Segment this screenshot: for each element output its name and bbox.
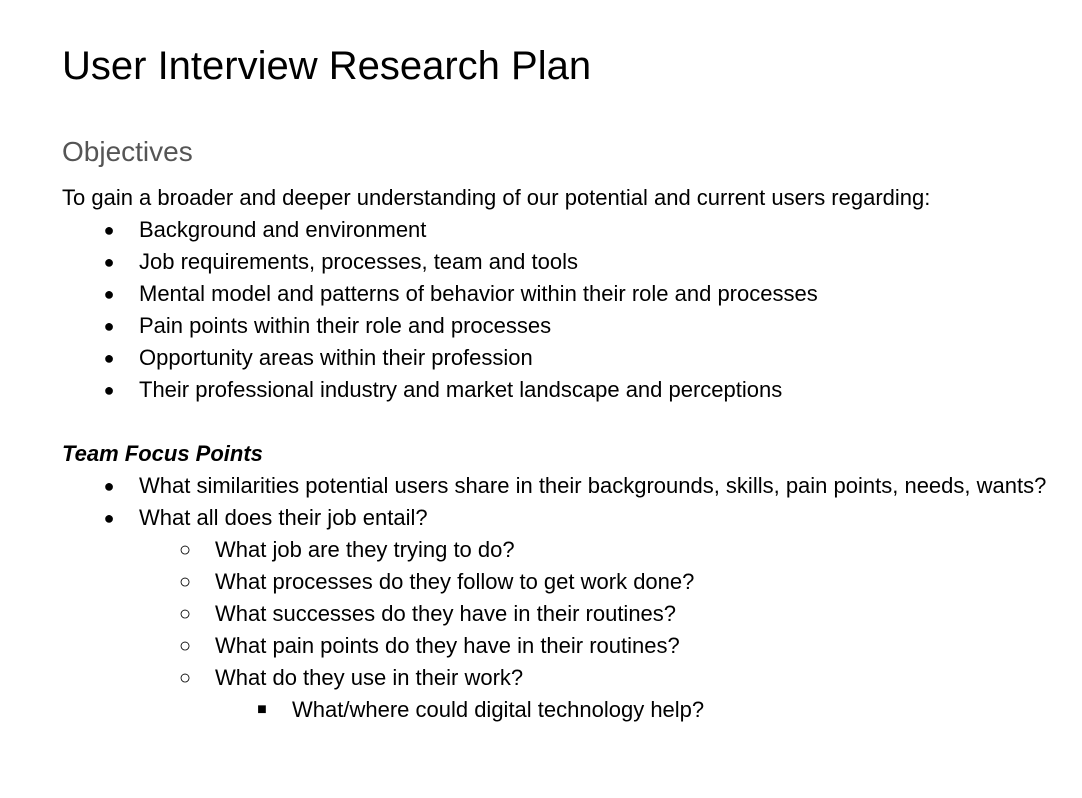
bullet-icon: ● [103, 284, 115, 304]
list-item [103, 470, 1049, 502]
bullet-icon: ● [103, 316, 115, 336]
list-item [178, 662, 1015, 726]
hollow-bullet-icon: ○ [178, 571, 192, 593]
job-question-text: What successes do they have in their routines? [215, 601, 677, 626]
focus-point-text: What similarities potential users share in their backgrounds, skills, pain points, needs, wants? [139, 473, 1047, 498]
document-title: User Interview Research Plan [62, 44, 592, 88]
focus-heading: Team Focus Points [62, 441, 263, 466]
list-item [103, 246, 1039, 278]
bullet-icon: ● [103, 252, 115, 272]
hollow-bullet-icon: ○ [178, 603, 192, 625]
job-questions-list [178, 534, 1015, 726]
list-item [178, 598, 1015, 630]
objectives-intro: To gain a broader and deeper understanding of our potential and current users regarding: [62, 185, 931, 210]
list-item [103, 214, 1039, 246]
job-question-text: What pain points do they have in their routines? [215, 633, 680, 658]
list-item [103, 310, 1039, 342]
objective-text: Opportunity areas within their profession [139, 345, 533, 370]
objective-text: Their professional industry and market landscape and perceptions [139, 377, 783, 402]
bullet-icon: ● [103, 348, 115, 368]
tool-questions-list [257, 694, 992, 726]
objective-text: Background and environment [139, 217, 427, 242]
hollow-bullet-icon: ○ [178, 539, 192, 561]
list-item [257, 694, 992, 726]
bullet-icon: ● [103, 380, 115, 400]
bullet-icon: ● [103, 508, 115, 528]
hollow-bullet-icon: ○ [178, 667, 192, 689]
objectives-list [103, 214, 1039, 406]
job-question-text: What job are they trying to do? [215, 537, 515, 562]
bullet-icon: ● [103, 220, 115, 240]
list-item [103, 278, 1039, 310]
list-item [103, 342, 1039, 374]
objective-text: Pain points within their role and processes [139, 313, 552, 338]
objective-text: Mental model and patterns of behavior within their role and processes [139, 281, 818, 306]
list-item [178, 630, 1015, 662]
focus-point-text: What all does their job entail? [139, 505, 428, 530]
list-item [103, 374, 1039, 406]
list-item [103, 502, 1049, 726]
square-bullet-icon: ■ [257, 701, 267, 718]
tool-question-text: What/where could digital technology help? [292, 697, 705, 722]
job-question-text: What do they use in their work? [215, 665, 524, 690]
objectives-heading: Objectives [62, 136, 193, 167]
list-item [178, 566, 1015, 598]
bullet-icon: ● [103, 476, 115, 496]
objective-text: Job requirements, processes, team and tools [139, 249, 579, 274]
focus-points-list [103, 470, 1049, 726]
job-question-text: What processes do they follow to get work done? [215, 569, 695, 594]
hollow-bullet-icon: ○ [178, 635, 192, 657]
list-item [178, 534, 1015, 566]
